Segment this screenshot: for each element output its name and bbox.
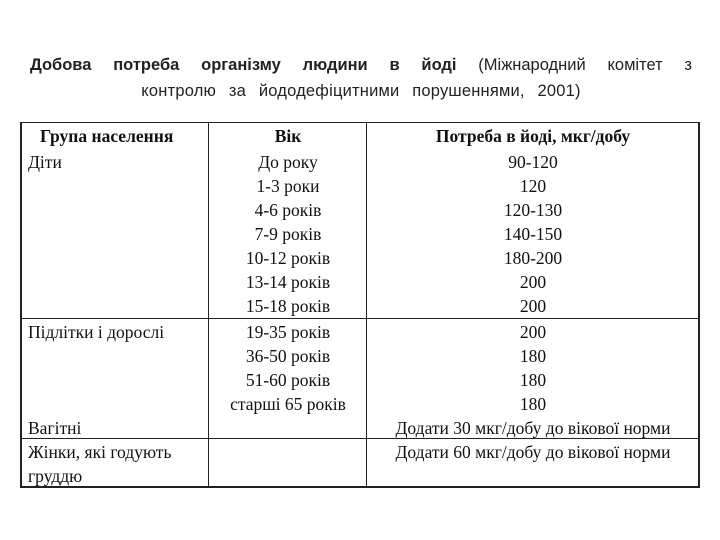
group-children: Діти bbox=[28, 152, 62, 172]
table-row-need: 120 bbox=[519, 176, 547, 196]
table-row-need: 180-200 bbox=[503, 248, 563, 268]
group-pregnant: Вагітні bbox=[28, 418, 82, 438]
document-title bbox=[30, 52, 692, 104]
table-row-need: 180 bbox=[519, 394, 547, 414]
header-group: Група населення bbox=[40, 126, 174, 146]
table-row-need: 90-120 bbox=[508, 152, 558, 172]
table-row-age: 19-35 років bbox=[245, 322, 331, 342]
table-row-age: 4-6 років bbox=[254, 200, 322, 220]
table-row-need: 200 bbox=[519, 322, 547, 342]
table-row-age: старші 65 років bbox=[230, 394, 346, 414]
table-row-age: 1-3 роки bbox=[256, 176, 320, 196]
table-row-age: 7-9 років bbox=[254, 224, 322, 244]
table-row-age: До року bbox=[258, 152, 318, 172]
column-divider-1 bbox=[208, 122, 209, 486]
table-row-need: 180 bbox=[519, 370, 547, 390]
group-teens-adults: Підлітки і дорослі bbox=[28, 322, 165, 342]
table-row-age: 13-14 років bbox=[245, 272, 331, 292]
table-row-age: 51-60 років bbox=[245, 370, 331, 390]
group-breastfeeding-line1: Жінки, які годують bbox=[28, 442, 172, 462]
table-row-age: 15-18 років bbox=[245, 296, 331, 316]
table-row-need: 120-130 bbox=[503, 200, 563, 220]
table-row-need: Додати 30 мкг/добу до вікової норми bbox=[395, 418, 671, 438]
table-row-need: 180 bbox=[519, 346, 547, 366]
table-row-age: 36-50 років bbox=[245, 346, 331, 366]
table-row-need: Додати 60 мкг/добу до вікової норми bbox=[395, 442, 671, 462]
header-need: Потреба в йоді, мкг/добу bbox=[435, 126, 631, 146]
title-line-1 bbox=[30, 52, 692, 78]
table-row-need: 200 bbox=[519, 296, 547, 316]
header-age: Вік bbox=[274, 126, 302, 146]
title-line-2: контролю за йододефіцитними порушеннями, 2001) bbox=[141, 82, 581, 100]
table-row-need: 200 bbox=[519, 272, 547, 292]
table-row-age: 10-12 років bbox=[245, 248, 331, 268]
title-source: (Міжнародний комітет з bbox=[478, 56, 692, 74]
group-breastfeeding-line2: груддю bbox=[28, 466, 83, 486]
title-bold: Добова потреба організму людини в йоді bbox=[30, 56, 457, 74]
table-top-border bbox=[22, 122, 698, 123]
iodine-table bbox=[20, 122, 700, 488]
table-row-need: 140-150 bbox=[503, 224, 563, 244]
